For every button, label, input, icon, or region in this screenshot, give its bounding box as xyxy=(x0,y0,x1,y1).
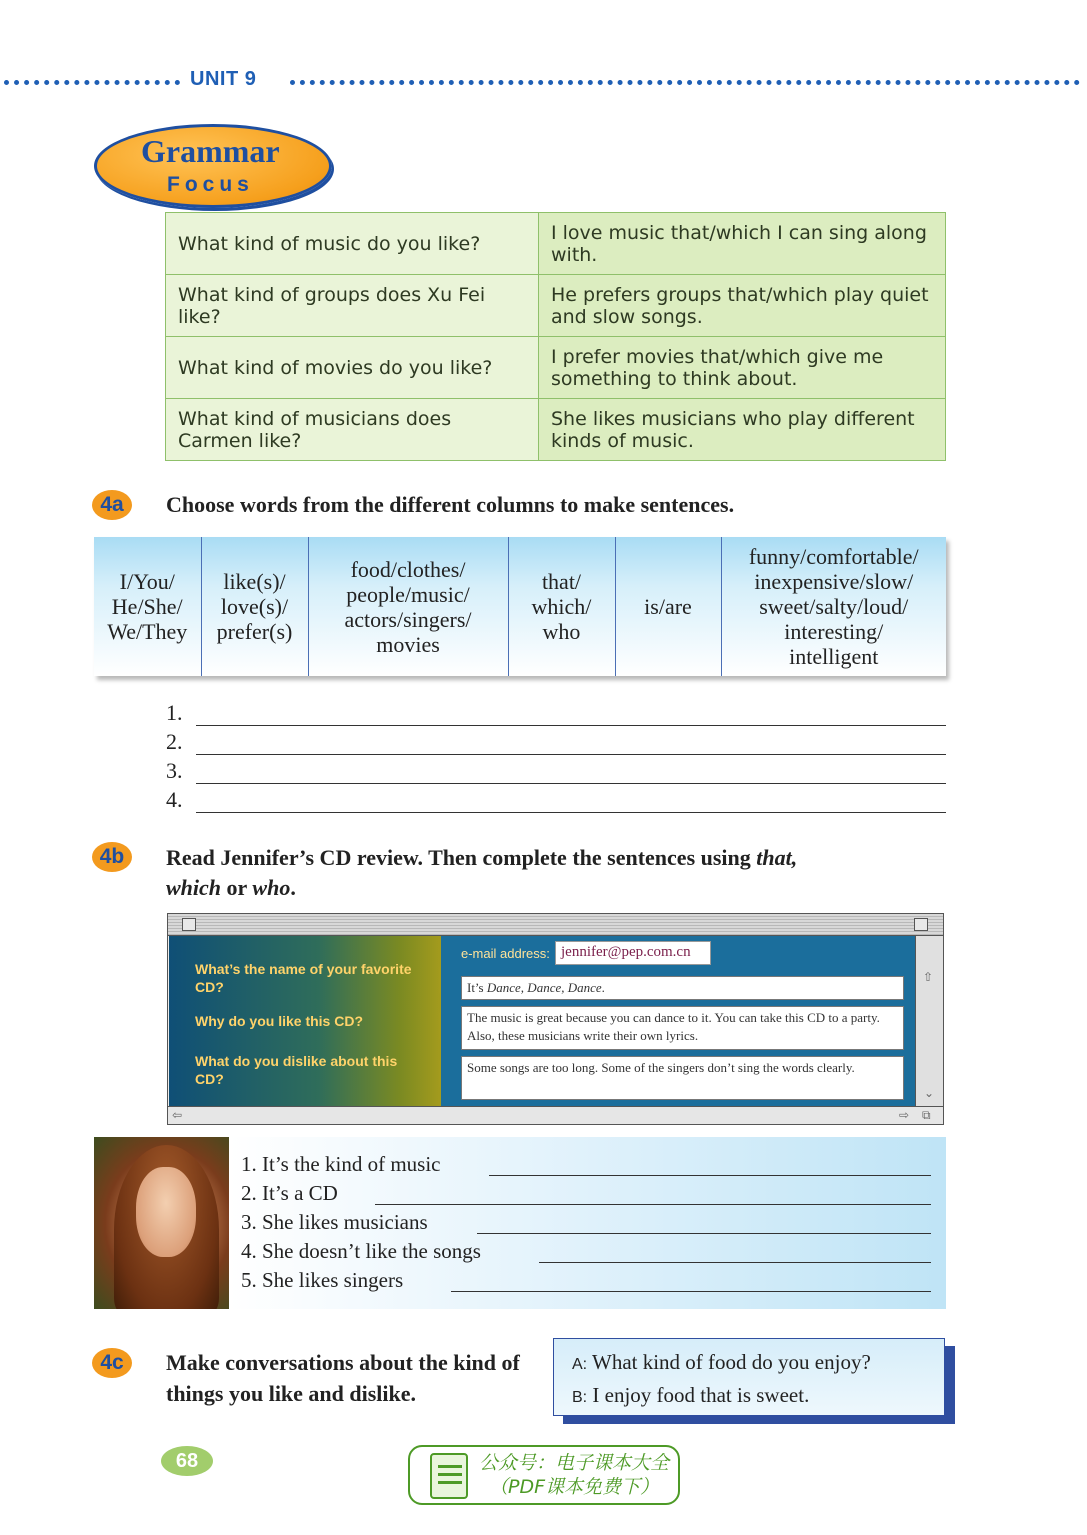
answer-number: 2. xyxy=(166,729,183,754)
word-column xyxy=(615,537,721,676)
dotted-rule-left xyxy=(4,80,180,85)
word-cell-line: inexpensive/slow/ xyxy=(754,569,914,594)
review-questions-panel xyxy=(169,936,441,1106)
answer-line[interactable] xyxy=(166,700,946,730)
word-cell-line: that/ xyxy=(541,569,582,594)
word-column xyxy=(508,537,615,676)
word-cell-line: He/She/ xyxy=(111,594,183,619)
speaker-label: B: xyxy=(572,1389,588,1406)
answer-rule xyxy=(196,783,946,784)
instruction-text: . xyxy=(290,875,296,900)
word-column xyxy=(721,537,946,676)
grammar-focus-badge xyxy=(94,124,332,208)
word-cell-line: actors/singers/ xyxy=(344,606,472,632)
conversation-line xyxy=(572,1380,944,1413)
instruction-text: or xyxy=(221,875,253,900)
grammar-focus-subtitle: Focus xyxy=(167,173,254,196)
answer-text: It’s xyxy=(467,980,487,995)
word-cell-line: prefer(s) xyxy=(216,619,293,644)
exercise-badge-4b: 4b xyxy=(92,842,132,872)
answer-rule xyxy=(196,725,946,726)
scroll-up-arrow-icon[interactable]: ⇧ xyxy=(923,970,934,984)
word-cell-line: sweet/salty/loud/ xyxy=(759,594,909,619)
window-title-bar xyxy=(168,914,943,936)
word-cell-line: intelligent xyxy=(789,644,879,669)
table-row xyxy=(166,399,946,461)
scroll-down-arrow-icon[interactable]: ⌄ xyxy=(924,1086,935,1100)
scroll-right-arrow-icon[interactable]: ⇨ xyxy=(899,1108,910,1122)
speaker-label: A: xyxy=(572,1356,588,1373)
sentence-prefix: 1. It’s the kind of music xyxy=(241,1152,441,1176)
conversation-line xyxy=(572,1347,944,1380)
word-cell-line: funny/comfortable/ xyxy=(748,544,919,569)
horizontal-scrollbar[interactable] xyxy=(168,1106,943,1124)
grammar-answer: She likes musicians who play different kinds of music. xyxy=(539,399,946,461)
dotted-rule-right xyxy=(290,80,1080,85)
sentence-line[interactable] xyxy=(241,1181,941,1210)
word-cell-line: interesting/ xyxy=(784,619,884,644)
window-close-box-icon[interactable] xyxy=(182,918,196,931)
exercise-badge-4c: 4c xyxy=(92,1348,132,1378)
grammar-question: What kind of movies do you like? xyxy=(166,337,539,399)
answer-text: . xyxy=(601,980,605,995)
table-row xyxy=(166,213,946,275)
word-cell-line: which/ xyxy=(531,594,592,619)
exercise-4a-instruction: Choose words from the different columns to make sentences. xyxy=(166,492,735,517)
vertical-scrollbar[interactable] xyxy=(915,936,943,1106)
table-row xyxy=(94,537,946,676)
sentence-line[interactable] xyxy=(241,1268,941,1297)
book-icon xyxy=(430,1453,468,1499)
window-zoom-box-icon[interactable] xyxy=(914,918,928,931)
grammar-question: What kind of groups does Xu Fei like? xyxy=(166,275,539,337)
sentence-line[interactable] xyxy=(241,1210,941,1239)
watermark-stamp xyxy=(408,1445,680,1505)
conversation-text: I enjoy food that is sweet. xyxy=(592,1383,810,1407)
answer-number: 3. xyxy=(166,758,183,783)
stamp-text xyxy=(472,1451,676,1499)
review-answer-field[interactable] xyxy=(461,976,904,1000)
answer-number: 1. xyxy=(166,700,183,725)
unit-header xyxy=(0,68,1087,94)
word-cell-line: love(s)/ xyxy=(220,594,289,619)
exercise-badge-4a: 4a xyxy=(92,490,132,520)
word-cell-line: who xyxy=(542,619,581,644)
sentence-prefix: 2. It’s a CD xyxy=(241,1181,338,1205)
sentence-completion-box xyxy=(229,1137,946,1309)
answer-number: 4. xyxy=(166,787,183,812)
grammar-focus-title: Grammar xyxy=(141,133,280,169)
email-field[interactable]: jennifer@pep.com.cn xyxy=(555,941,711,965)
answer-rule xyxy=(196,754,946,755)
answer-rule xyxy=(489,1175,931,1176)
answer-line[interactable] xyxy=(166,787,946,817)
answer-rule xyxy=(375,1204,931,1205)
exercise-4b-instruction xyxy=(166,843,936,903)
grammar-focus-table xyxy=(165,212,946,461)
answer-rule xyxy=(477,1233,931,1234)
review-question: What’s the name of your favorite CD? xyxy=(195,961,412,995)
word-cell-line: We/They xyxy=(107,619,188,644)
answer-line[interactable] xyxy=(166,758,946,788)
conversation-example-box xyxy=(553,1338,945,1416)
conversation-text: What kind of food do you enjoy? xyxy=(592,1350,871,1374)
word-column xyxy=(308,537,508,676)
review-answer-field[interactable]: The music is great because you can dance to it. You can take this CD to a party. Also, these musicians write their own lyrics. xyxy=(461,1006,904,1050)
review-answer-field[interactable]: Some songs are too long. Some of the singers don’t sing the words clearly. xyxy=(461,1056,904,1100)
exercise-4c-instruction: Make conversations about the kind of things you like and dislike. xyxy=(166,1350,520,1406)
answer-rule xyxy=(196,812,946,813)
word-cell-line: I/You/ xyxy=(119,569,175,594)
word-columns-table xyxy=(94,537,946,676)
stamp-line: （PDF课本免费下） xyxy=(488,1476,660,1498)
unit-label: UNIT 9 xyxy=(190,68,257,90)
cd-title: Dance, Dance, Dance xyxy=(486,980,602,995)
instruction-keyword: which xyxy=(166,875,222,900)
grammar-question: What kind of musicians does Carmen like? xyxy=(166,399,539,461)
review-answers-panel xyxy=(441,936,915,1106)
table-row xyxy=(166,275,946,337)
email-label: e-mail address: xyxy=(461,946,550,961)
stamp-line: 公众号：电子课本大全 xyxy=(478,1452,669,1474)
answer-rule xyxy=(539,1262,931,1263)
grammar-answer: I love music that/which I can sing along with. xyxy=(539,213,946,275)
word-cell-line: people/music/ xyxy=(346,581,470,607)
cd-review-window xyxy=(167,913,944,1125)
photo-face xyxy=(136,1167,196,1257)
instruction-text: Read Jennifer’s CD review. Then complete the sentences using xyxy=(166,845,757,870)
word-cell-line: movies xyxy=(376,631,440,657)
word-cell-line: is/are xyxy=(644,594,692,619)
review-question: What do you dislike about this CD? xyxy=(195,1053,398,1087)
answer-rule xyxy=(451,1291,931,1292)
grammar-answer: I prefer movies that/which give me something to think about. xyxy=(539,337,946,399)
instruction-keyword: who xyxy=(252,875,291,900)
book-icon-line xyxy=(438,1481,462,1484)
book-icon-line xyxy=(438,1473,462,1476)
sentence-prefix: 4. She doesn’t like the songs xyxy=(241,1239,481,1263)
word-column xyxy=(201,537,308,676)
word-column xyxy=(94,537,201,676)
scroll-left-arrow-icon[interactable]: ⇦ xyxy=(172,1108,183,1122)
resize-grip-icon[interactable]: ⧉ xyxy=(922,1108,931,1122)
grammar-answer: He prefers groups that/which play quiet and slow songs. xyxy=(539,275,946,337)
sentence-prefix: 3. She likes musicians xyxy=(241,1210,428,1234)
jennifer-photo xyxy=(94,1137,229,1309)
sentence-line[interactable] xyxy=(241,1239,941,1268)
review-question: Why do you like this CD? xyxy=(195,1013,364,1029)
table-row xyxy=(166,337,946,399)
sentence-line[interactable] xyxy=(241,1152,941,1181)
instruction-keyword: that, xyxy=(756,845,798,870)
sentence-prefix: 5. She likes singers xyxy=(241,1268,404,1292)
word-cell-line: like(s)/ xyxy=(223,569,286,594)
word-cell-line: food/clothes/ xyxy=(350,556,466,582)
book-icon-line xyxy=(438,1465,462,1468)
grammar-question: What kind of music do you like? xyxy=(166,213,539,275)
answer-line[interactable] xyxy=(166,729,946,759)
page-number: 68 xyxy=(161,1446,213,1476)
